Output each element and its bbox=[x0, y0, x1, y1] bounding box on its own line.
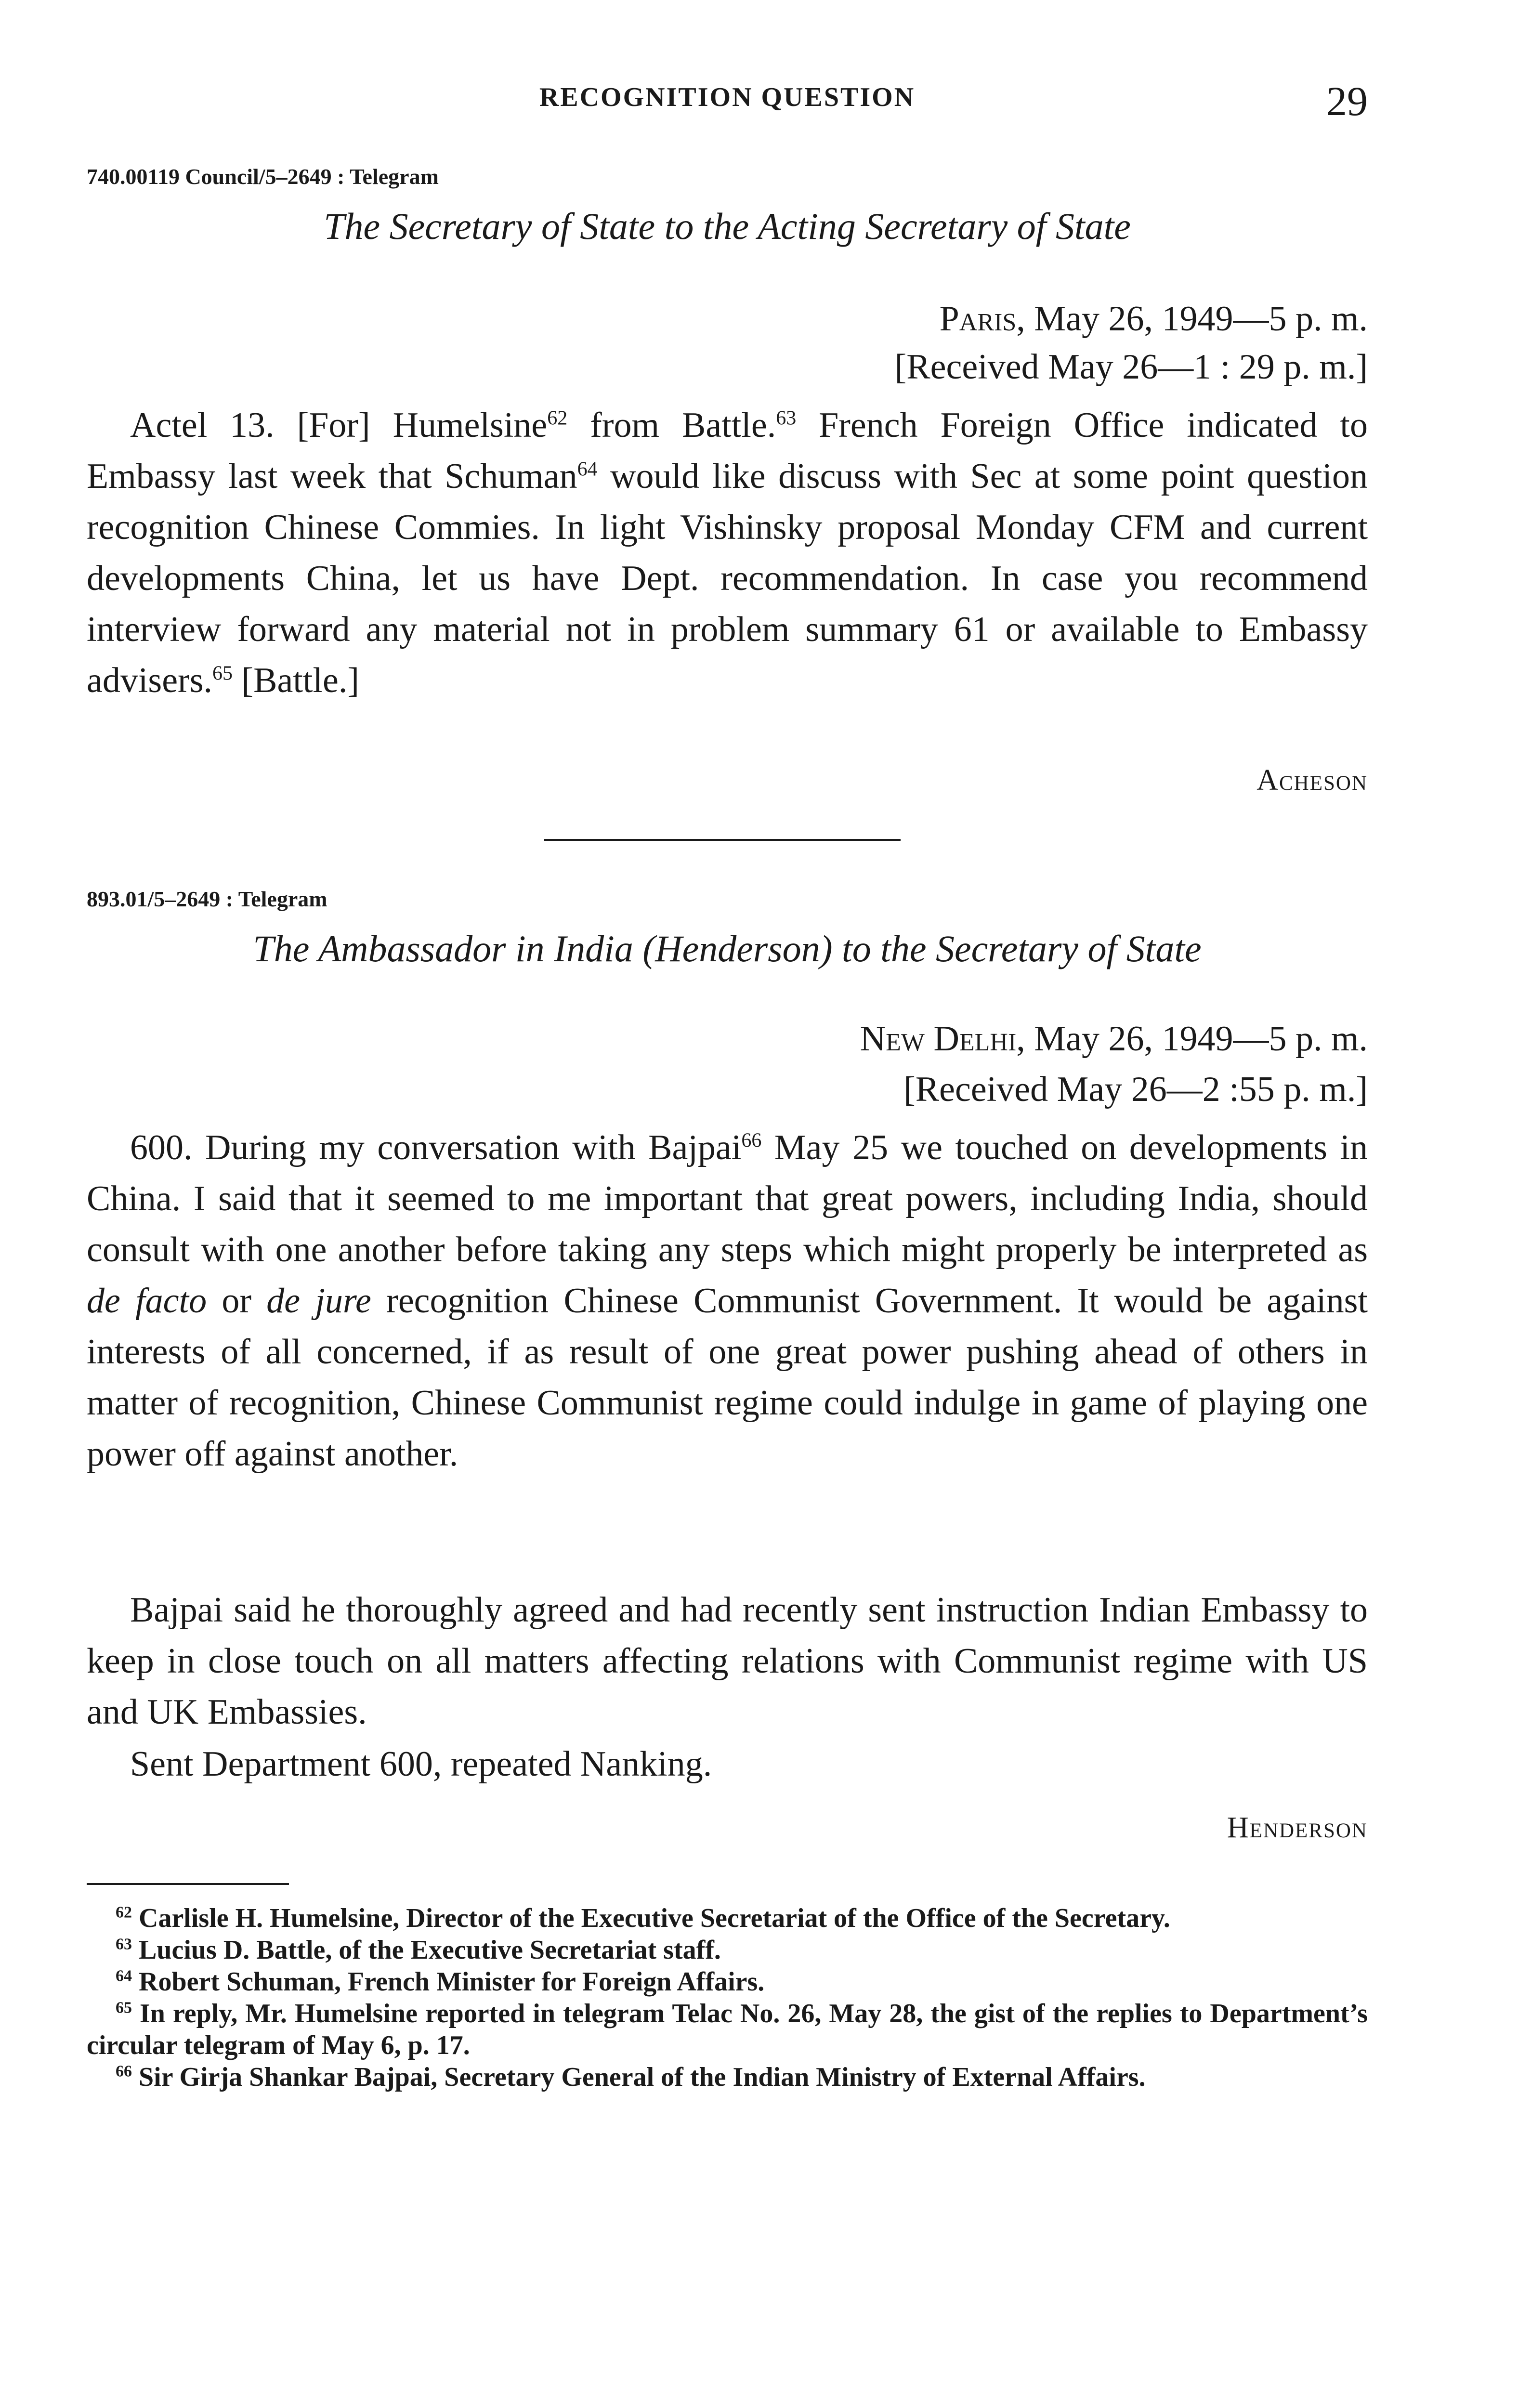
body-text: or bbox=[207, 1281, 267, 1321]
footnote-text: Carlisle H. Humelsine, Director of the Executive Secretariat of the Office of the Secretary. bbox=[139, 1903, 1170, 1933]
page-header bbox=[87, 77, 1368, 130]
body-text: [Battle.] bbox=[233, 661, 360, 700]
body-text: May 25 we touched on developments in China. I said that it seemed to me important that great powers, including India, should consult with one another before taking any steps which might properly be interpreted as bbox=[87, 1128, 1368, 1269]
dateline-place: New Delhi bbox=[860, 1019, 1017, 1059]
footnote-text: Sir Girja Shankar Bajpai, Secretary General of the Indian Ministry of External Affairs. bbox=[139, 2062, 1146, 2092]
footnote-text: Lucius D. Battle, of the Executive Secretariat staff. bbox=[139, 1935, 721, 1965]
dateline-date: , May 26, 1949—5 p. m. bbox=[1016, 1019, 1368, 1059]
file-reference: 740.00119 Council/5–2649 : Telegram bbox=[87, 164, 439, 189]
dateline bbox=[940, 299, 1368, 340]
body-text: would like discuss with Sec at some point question recognition Chinese Commies. In light Vishinsky proposal Monday CFM and current developments China, let us have Dept. recommendation. In case you recommend interview forward any material not in problem summary 61 or available to Embassy advisers. bbox=[87, 457, 1368, 700]
footnote bbox=[87, 1998, 1368, 2061]
footnote-ref[interactable]: 64 bbox=[577, 458, 598, 481]
footnote-text: In reply, Mr. Humelsine reported in telegram Telac No. 26, May 28, the gist of the replies to Department’s circular telegram of May 6, p. 17. bbox=[87, 1999, 1368, 2060]
italic-term: de jure bbox=[266, 1281, 371, 1321]
dateline-place: Paris bbox=[939, 299, 1017, 339]
body-text: 600. During my conversation with Bajpai bbox=[130, 1128, 742, 1167]
document-title: The Ambassador in India (Henderson) to the Secretary of State bbox=[253, 928, 1202, 969]
footnote bbox=[87, 1966, 1368, 1998]
footnote-ref[interactable]: 66 bbox=[741, 1129, 762, 1152]
body-text: French Foreign Office indicated to Embassy last week that Schuman bbox=[87, 406, 1368, 496]
running-title: RECOGNITION QUESTION bbox=[539, 82, 916, 112]
footnote-number: 62 bbox=[116, 1903, 132, 1922]
signature: Acheson bbox=[1256, 764, 1368, 797]
italic-term: de facto bbox=[87, 1281, 207, 1321]
body-text: from Battle. bbox=[567, 406, 776, 445]
telegram-paragraph: Sent Department 600, repeated Nanking. bbox=[130, 1744, 712, 1784]
footnote-divider bbox=[87, 1883, 289, 1885]
footnote-ref[interactable]: 65 bbox=[212, 662, 233, 685]
footnote-number: 63 bbox=[116, 1935, 132, 1953]
document-title: The Secretary of State to the Acting Secretary of State bbox=[324, 205, 1131, 247]
section-divider bbox=[544, 839, 901, 841]
footnotes bbox=[87, 1902, 1368, 2093]
footnote-number: 65 bbox=[116, 1999, 132, 2017]
footnote-text: Robert Schuman, French Minister for Foreign Affairs. bbox=[139, 1967, 765, 1997]
body-text: Actel 13. [For] Humelsine bbox=[130, 406, 548, 445]
footnote-ref[interactable]: 63 bbox=[776, 407, 797, 430]
received-note: [Received May 26—1 : 29 p. m.] bbox=[894, 347, 1368, 387]
footnote-number: 66 bbox=[116, 2062, 132, 2081]
footnote-number: 64 bbox=[116, 1967, 132, 1985]
footnote bbox=[87, 2061, 1368, 2093]
telegram-paragraph: Bajpai said he thoroughly agreed and had recently sent instruction Indian Embassy to keep in close touch on all matters affecting relations with Communist regime with US and UK Embassies. bbox=[87, 1590, 1368, 1732]
dateline bbox=[860, 1019, 1368, 1060]
telegram-paragraph bbox=[87, 1122, 1368, 1479]
telegram-body bbox=[87, 400, 1368, 706]
signature: Henderson bbox=[1227, 1811, 1368, 1844]
footnote-ref[interactable]: 62 bbox=[547, 407, 568, 430]
footnote bbox=[87, 1934, 1368, 1966]
received-note: [Received May 26—2 :55 p. m.] bbox=[903, 1070, 1368, 1109]
dateline-date: , May 26, 1949—5 p. m. bbox=[1016, 299, 1368, 339]
page-number: 29 bbox=[1326, 78, 1368, 124]
file-reference: 893.01/5–2649 : Telegram bbox=[87, 887, 327, 911]
footnote bbox=[87, 1902, 1368, 1934]
body-text: recognition Chinese Communist Government. It would be against interests of all concerned, if as result of one great power pushing ahead of others in matter of recognition, Chinese Communist regime could indulge in game of playing one power off against another. bbox=[87, 1281, 1368, 1474]
